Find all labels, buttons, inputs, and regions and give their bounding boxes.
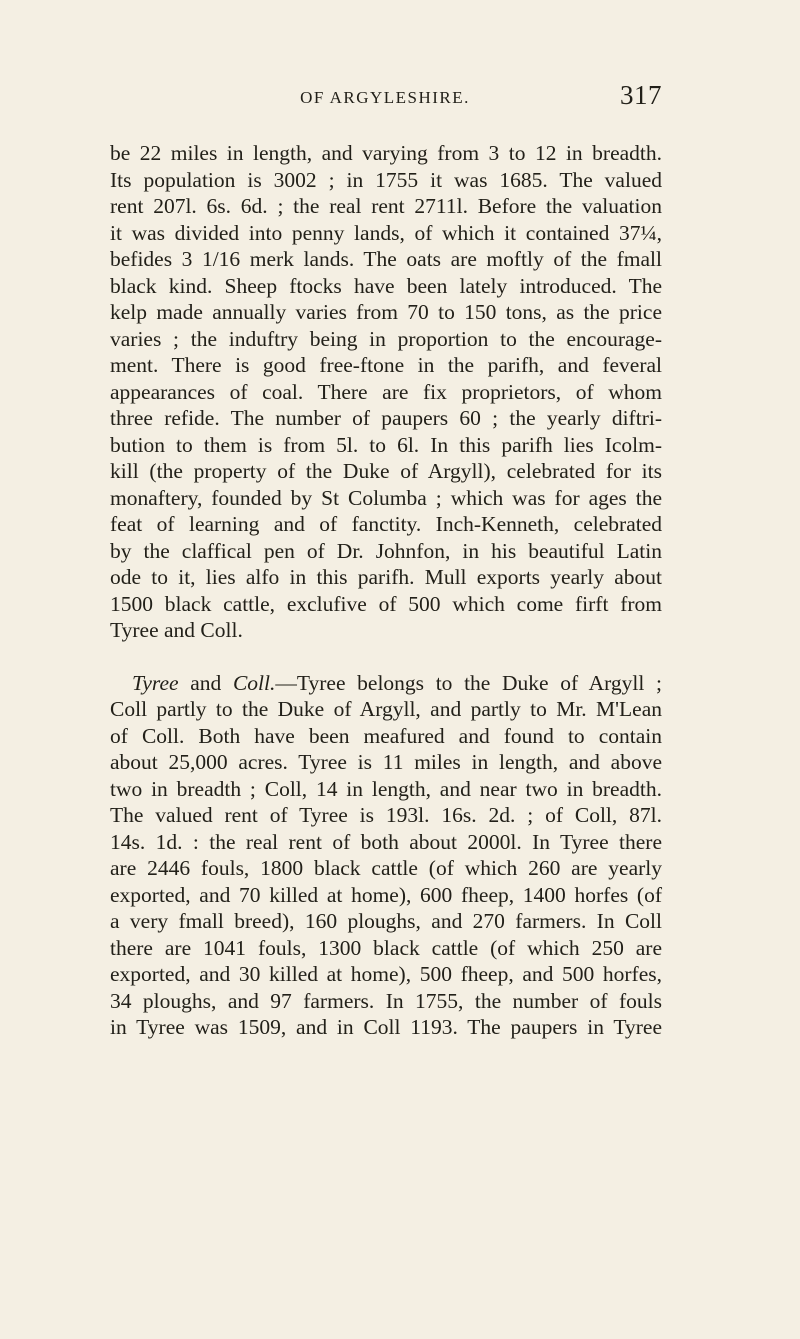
text-line: befides 3 1/16 merk lands. The oats are moftly of the fmall — [110, 247, 662, 271]
paragraph-tyree-coll — [110, 670, 662, 1041]
text-line: Its population is 3002 ; in 1755 it was 1685. The valued — [110, 167, 662, 192]
text-line: Tyree and Coll. — [110, 618, 243, 642]
text-line: rent 207l. 6s. 6d. ; the real rent 2711l. Before the valuation — [110, 194, 662, 218]
text-line: exported, and 70 killed at home), 600 fheep, 1400 horfes (of — [110, 882, 662, 907]
heading-coll: Coll. — [232, 670, 276, 695]
text-line: be 22 miles in length, and varying from 3 to 12 in breadth. — [110, 141, 662, 165]
text-line: 14s. 1d. : the real rent of both about 2000l. In Tyree there — [110, 829, 662, 854]
heading-tyree: Tyree — [132, 670, 179, 695]
text-line: The valued rent of Tyree is 193l. 16s. 2d. ; of Coll, 87l. — [110, 803, 662, 827]
text-line: kill (the property of the Duke of Argyll), celebrated for its — [110, 459, 662, 483]
text-line: of Coll. Both have been meafured and found to contain — [110, 723, 662, 748]
text-line: 1500 black cattle, exclufive of 500 which come firft from — [110, 591, 662, 616]
text-line: ment. There is good free-ftone in the parifh, and feveral — [110, 353, 662, 377]
text-line: there are 1041 fouls, 1300 black cattle (of which 250 are — [110, 935, 662, 960]
text-line: Coll partly to the Duke of Argyll, and partly to Mr. M'Lean — [110, 697, 662, 721]
text-line: are 2446 fouls, 1800 black cattle (of which 260 are yearly — [110, 856, 662, 880]
text-line: varies ; the induftry being in proportion to the encourage- — [110, 326, 662, 351]
running-title: OF ARGYLESHIRE. — [300, 88, 470, 107]
text-line: two in breadth ; Coll, 14 in length, and near two in breadth. — [110, 776, 662, 801]
text-line: it was divided into penny lands, of which it contained 37¼, — [110, 220, 662, 245]
text-line: three refide. The number of paupers 60 ; the yearly diftri- — [110, 406, 662, 430]
heading-rest: —Tyree belongs to the Duke of Argyll ; — [275, 670, 662, 695]
text-line: feat of learning and of fanctity. Inch-Kenneth, celebrated — [110, 512, 662, 536]
text-line: by the claffical pen of Dr. Johnfon, in his beautiful Latin — [110, 538, 662, 563]
text-line: exported, and 30 killed at home), 500 fheep, and 500 horfes, — [110, 962, 662, 986]
heading-and: and — [178, 670, 233, 695]
text-line: a very fmall breed), 160 ploughs, and 270 farmers. In Coll — [110, 909, 662, 933]
text-line: appearances of coal. There are fix proprietors, of whom — [110, 379, 662, 404]
text-line: about 25,000 acres. Tyree is 11 miles in length, and above — [110, 750, 662, 774]
paragraph-mull — [110, 140, 662, 644]
page-number: 317 — [620, 80, 662, 110]
running-head — [110, 80, 660, 120]
body-text — [110, 140, 662, 1041]
text-line: monaftery, founded by St Columba ; which was for ages the — [110, 485, 662, 510]
section-heading-line — [110, 670, 662, 697]
text-line: in Tyree was 1509, and in Coll 1193. The paupers in Tyree — [110, 1015, 662, 1039]
text-line: ode to it, lies alfo in this parifh. Mull exports yearly about — [110, 565, 662, 589]
text-line: kelp made annually varies from 70 to 150 tons, as the price — [110, 300, 662, 324]
text-line: black kind. Sheep ftocks have been lately introduced. The — [110, 273, 662, 298]
paragraph-gap — [110, 644, 662, 670]
text-line: bution to them is from 5l. to 6l. In this parifh lies Icolm- — [110, 432, 662, 457]
text-line: 34 ploughs, and 97 farmers. In 1755, the number of fouls — [110, 988, 662, 1013]
